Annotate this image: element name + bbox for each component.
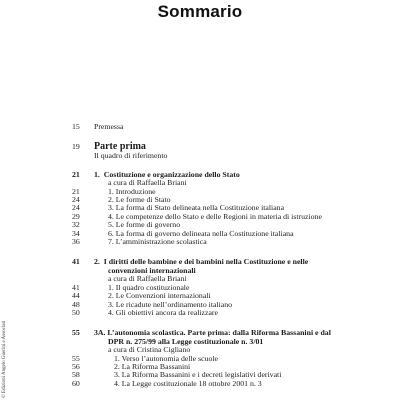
toc-part-subtitle-row bbox=[72, 152, 392, 160]
toc-item bbox=[72, 380, 392, 388]
chapter-author: a cura di Cristina Cigliano bbox=[108, 345, 191, 355]
item-title: 2. Le Convenzioni internazionali bbox=[108, 291, 211, 301]
table-of-contents bbox=[72, 123, 392, 388]
item-title: 2. Le forme di Stato bbox=[108, 195, 171, 205]
page-number: 48 bbox=[72, 299, 80, 309]
chapter-author: a cura di Raffaella Briani bbox=[108, 274, 187, 284]
item-title: 7. L’amministrazione scolastica bbox=[108, 237, 207, 247]
toc-item bbox=[72, 238, 392, 246]
chapter-title: DPR n. 275/99 alla Legge costituzionale n. 3/01 bbox=[108, 336, 264, 346]
page-number: 32 bbox=[72, 220, 80, 230]
item-title: 4. Gli obiettivi ancora da realizzare bbox=[108, 307, 218, 317]
page-number: 34 bbox=[72, 228, 80, 238]
page-number: 41 bbox=[72, 282, 80, 292]
page-number: 36 bbox=[72, 237, 80, 247]
page-number: 58 bbox=[72, 370, 80, 380]
item-title: 2. La Riforma Bassanini bbox=[114, 361, 191, 371]
item-title: 4. La Legge costituzionale 18 ottobre 2001 n. 3 bbox=[114, 378, 262, 388]
item-title: 1. Il quadro costituzionale bbox=[108, 282, 190, 292]
page-number: 24 bbox=[72, 203, 80, 213]
page-number: 21 bbox=[72, 186, 80, 196]
publisher-mark: © Edizioni Angelo Guerini e Associati bbox=[2, 320, 7, 398]
chapter-title: 3A. L’autonomia scolastica. Parte prima: dalla Riforma Bassanini e dal bbox=[94, 328, 331, 338]
item-title: 1. Introduzione bbox=[108, 186, 156, 196]
toc-entry-premessa bbox=[72, 123, 392, 131]
chapter-title: Costituzione e organizzazione dello Stato bbox=[103, 169, 240, 179]
entry-title: Premessa bbox=[94, 122, 124, 131]
page-number: 55 bbox=[72, 353, 80, 363]
item-title: 3. Le ricadute nell’ordinamento italiano bbox=[108, 299, 233, 309]
page-number: 21 bbox=[72, 169, 80, 179]
page-number: 44 bbox=[72, 291, 80, 301]
page-title: Sommario bbox=[157, 2, 243, 21]
chapter-number: 2. bbox=[94, 257, 100, 267]
chapter-title: I diritti delle bambine e dei bambini nella Costituzione e nelle bbox=[103, 257, 309, 267]
page-number: 15 bbox=[72, 122, 80, 131]
page-number: 24 bbox=[72, 195, 80, 205]
page-number: 50 bbox=[72, 307, 80, 317]
chapter-number: 1. bbox=[94, 169, 100, 179]
item-title: 5. Le forme di governo bbox=[108, 220, 181, 230]
page-number: 56 bbox=[72, 361, 80, 371]
item-title: 1. Verso l’autonomia delle scuole bbox=[114, 353, 219, 363]
chapter-author: a cura di Raffaella Briani bbox=[108, 178, 187, 188]
item-title: 3. La forma di Stato delineata nella Costituzione italiana bbox=[108, 203, 285, 213]
item-title: 6. La forma di governo delineata nella Costituzione italiana bbox=[108, 228, 294, 238]
page-number: 29 bbox=[72, 211, 80, 221]
chapter-title: convenzioni internazionali bbox=[108, 265, 196, 275]
page-number: 19 bbox=[72, 142, 80, 152]
item-title: 4. Le competenze dello Stato e delle Regioni in materia di istruzione bbox=[108, 211, 322, 221]
item-title: 3. La Riforma Bassanini e i decreti legislativi derivati bbox=[114, 370, 282, 380]
part-title: Parte prima bbox=[94, 141, 146, 153]
page-number: 60 bbox=[72, 378, 80, 388]
toc-item bbox=[72, 309, 392, 317]
page-number: 41 bbox=[72, 257, 80, 267]
page-number: 55 bbox=[72, 328, 80, 338]
part-subtitle: Il quadro di riferimento bbox=[94, 151, 168, 161]
